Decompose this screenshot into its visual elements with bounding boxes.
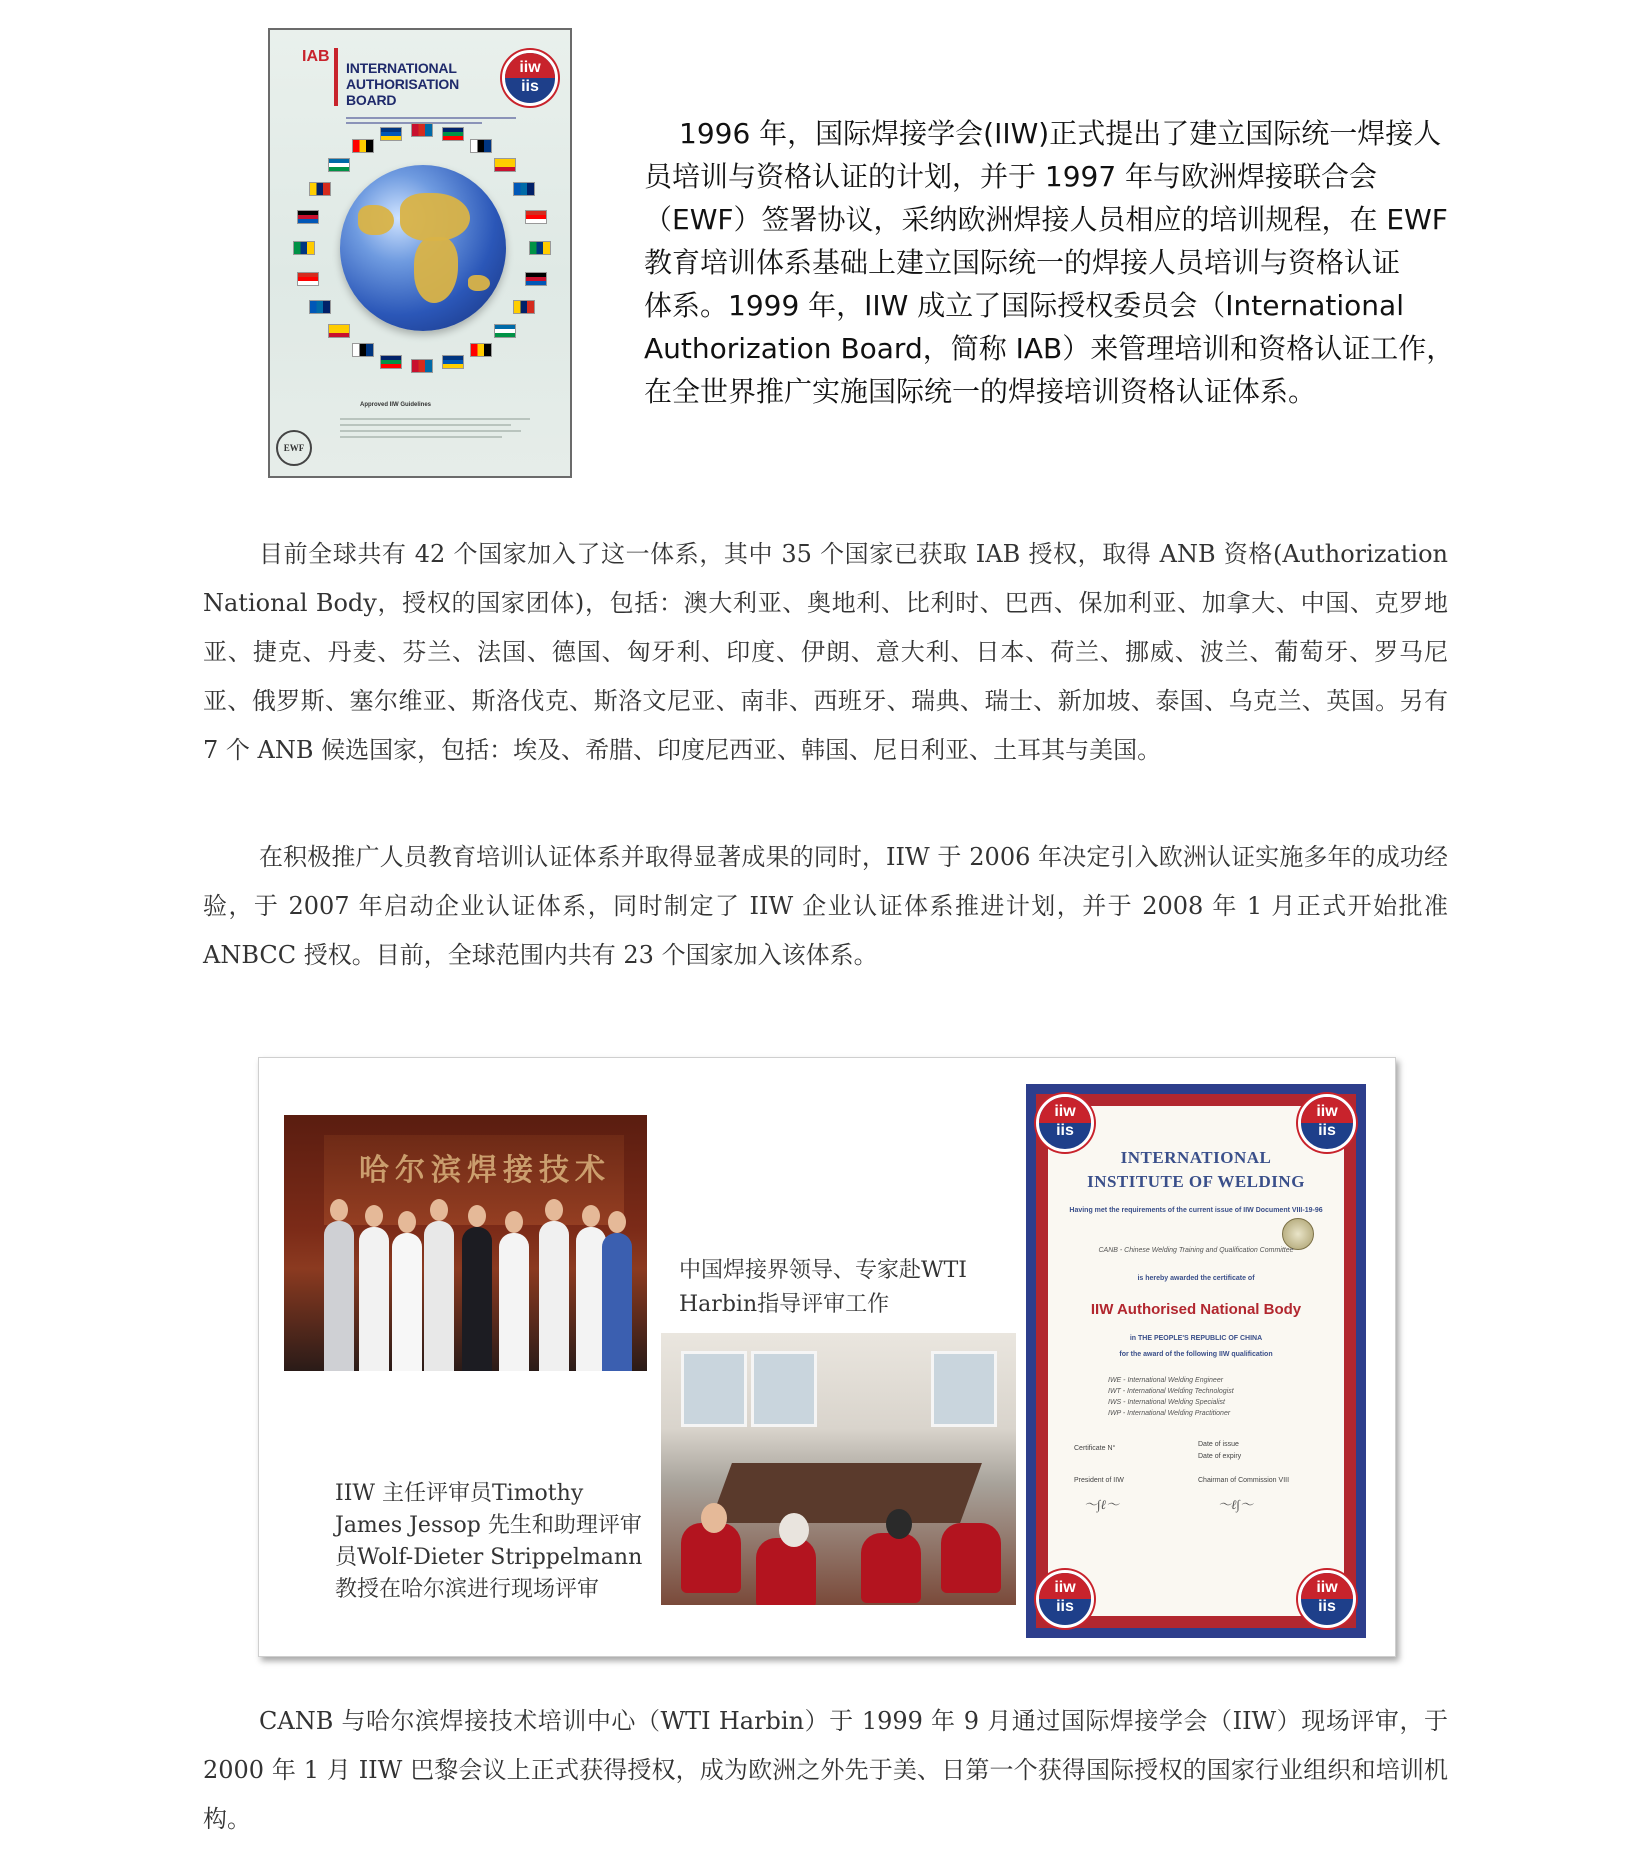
person-figure [462, 1227, 492, 1371]
flag-icon [309, 182, 331, 196]
iiw-certificate [1026, 1084, 1366, 1638]
flag-icon [411, 359, 433, 373]
signature-chairman: 〜ℓ∫〜 [1218, 1497, 1253, 1512]
person-figure [602, 1233, 632, 1371]
audit-meeting-photo [661, 1333, 1016, 1605]
person-head [330, 1199, 348, 1221]
approved-guidelines: Approved IIW Guidelines [360, 402, 432, 408]
iiw-logo-icon: iiw iis [1298, 1570, 1356, 1628]
certificate-qualification: IWS - International Welding Specialist [1108, 1399, 1225, 1406]
certificate-date-expiry: Date of expiry [1198, 1453, 1242, 1460]
flag-icon [352, 139, 374, 153]
certificate-qualification: IWP - International Welding Practitioner [1108, 1410, 1231, 1417]
flag-icon [328, 158, 350, 172]
flag-icon [442, 355, 464, 369]
person-head [545, 1199, 563, 1221]
flag-icon [513, 300, 535, 314]
globe-illustration [340, 165, 506, 331]
certificate-requirement: Having met the requirements of the current issue of IIW Document VIII-19-96 [1069, 1207, 1323, 1214]
certificate-awarded: is hereby awarded the certificate of [1137, 1275, 1255, 1282]
flag-icon [513, 182, 535, 196]
iiw-logo-icon: iiw iis [1298, 1094, 1356, 1152]
person-head [608, 1211, 626, 1233]
flag-icon [297, 210, 319, 224]
iab-title: INTERNATIONAL AUTHORISATION BOARD [346, 60, 460, 108]
intro-line: 教育培训体系基础上建立国际统一的焊接人员培训与资格认证 [644, 246, 1401, 279]
iiw-logo-icon: iiw iis [502, 50, 558, 106]
person-head [468, 1205, 486, 1227]
person-head [365, 1205, 383, 1227]
person-figure [324, 1221, 354, 1371]
person-figure [499, 1233, 529, 1371]
flag-icon [328, 324, 350, 338]
iiw-logo-icon: iiw iis [1036, 1570, 1094, 1628]
building-sign-text: 哈尔滨焊接技术 [359, 1153, 611, 1188]
certificate-award-for: for the award of the following IIW qualification [1119, 1351, 1273, 1358]
intro-line: 在全世界推广实施国际统一的焊接培训资格认证体系。 [644, 375, 1317, 408]
person-head [398, 1211, 416, 1233]
leaders-group-photo [284, 1115, 647, 1371]
certificate-title: INTERNATIONAL INSTITUTE OF WELDING [1087, 1148, 1305, 1191]
leaders-caption: 中国焊接界领导、专家赴WTI Harbin指导评审工作 [679, 1258, 967, 1317]
flag-icon [380, 127, 402, 141]
flag-icon [293, 241, 315, 255]
flag-icon [470, 343, 492, 357]
intro-line: 员培训与资格认证的计划，并于 1997 年与欧洲焊接联合会 [644, 160, 1378, 193]
person-figure [539, 1221, 569, 1371]
certificate-org: CANB - Chinese Welding Training and Qualification Committee [1098, 1247, 1294, 1254]
certificate-country: in THE PEOPLE'S REPUBLIC OF CHINA [1129, 1335, 1263, 1342]
intro-line: Authorization Board，简称 IAB）来管理培训和资格认证工作， [644, 332, 1455, 365]
flag-icon [352, 343, 374, 357]
person-figure [424, 1221, 454, 1371]
person-head [430, 1199, 448, 1221]
ewf-logo-icon: EWF [276, 430, 312, 466]
flag-icon [380, 355, 402, 369]
intro-line: （EWF）签署协议，采纳欧洲焊接人员相应的培训规程，在 EWF [644, 203, 1448, 236]
signature-president: ～∫ℓ〜 [1084, 1497, 1119, 1512]
certificate-president-label: President of IIW [1074, 1477, 1124, 1484]
photo-panel [258, 1057, 1396, 1657]
flag-icon [525, 210, 547, 224]
person-head [505, 1211, 523, 1233]
brochure-fine-print [340, 414, 530, 442]
flag-icon [297, 272, 319, 286]
members-paragraph: 目前全球共有 42 个国家加入了这一体系，其中 35 个国家已获取 IAB 授权，取得 ANB 资格(Authorization National Body，授权的国家团体)，包括：澳大利亚、奥地利、比利时、巴西、保加利亚、加拿大、中国、克罗地亚、捷克、丹麦、芬兰、法国、德国、匈牙利、印度、伊朗、意大利、日本、荷兰、挪威、波兰、葡萄牙、罗马尼亚、俄罗斯、塞尔维亚、斯洛伐克、斯洛文尼亚、南非、西班牙、瑞典、瑞士、新加坡、泰国、乌克兰、英国。另有 7 个 ANB 候选国家，包括：埃及、希腊、印度尼西亚、韩国、尼日利亚、土耳其与美国。 [203, 540, 1448, 764]
intro-paragraph [644, 112, 1544, 413]
iab-divider [334, 48, 338, 106]
company-certification-paragraph: 在积极推广人员教育培训认证体系并取得显著成果的同时，IIW 于 2006 年决定引入欧洲认证实施多年的成功经验，于 2007 年启动企业认证体系，同时制定了 IIW 企业认证体系推进计划，并于 2008 年 1 月正式开始批准 ANBCC 授权。目前，全球范围内共有 23 个国家加入该体系。 [203, 843, 1448, 969]
iab-mark: IAB [302, 48, 330, 65]
person-head [582, 1205, 600, 1227]
flag-icon [529, 241, 551, 255]
iiw-logo-icon: iiw iis [1036, 1094, 1094, 1152]
flag-icon [442, 127, 464, 141]
intro-line: 体系。1999 年，IIW 成立了国际授权委员会（International [644, 289, 1404, 322]
certificate-date-issue: Date of issue [1198, 1441, 1239, 1448]
flag-icon [470, 139, 492, 153]
flag-icon [309, 300, 331, 314]
certificate-chairman-label: Chairman of Commission VIII [1198, 1477, 1290, 1484]
intro-line: 1996 年，国际焊接学会(IIW)正式提出了建立国际统一焊接人 [679, 117, 1442, 150]
certificate-heading: IIW Authorised National Body [1090, 1301, 1302, 1318]
iab-brochure-cover [268, 28, 572, 478]
flag-icon [494, 158, 516, 172]
flag-icon [494, 324, 516, 338]
certificate-qualification: IWE - International Welding Engineer [1108, 1377, 1224, 1384]
person-figure [392, 1233, 422, 1371]
flag-icon [525, 272, 547, 286]
person-figure [359, 1227, 389, 1371]
audit-caption: IIW 主任评审员Timothy James Jessop 先生和助理评审员Wolf-Dieter Strippelmann 教授在哈尔滨进行现场评审 [335, 1481, 643, 1602]
canb-paragraph: CANB 与哈尔滨焊接技术培训中心（WTI Harbin）于 1999 年 9 月通过国际焊接学会（IIW）现场评审，于 2000 年 1 月 IIW 巴黎会议上正式获得授权，成为欧洲之外先于美、日第一个获得国际授权的国家行业组织和培训机构。 [203, 1707, 1448, 1833]
certificate-number-label: Certificate N° [1074, 1445, 1116, 1452]
flag-icon [411, 123, 433, 137]
certificate-qualification: IWT - International Welding Technologist [1108, 1388, 1234, 1395]
